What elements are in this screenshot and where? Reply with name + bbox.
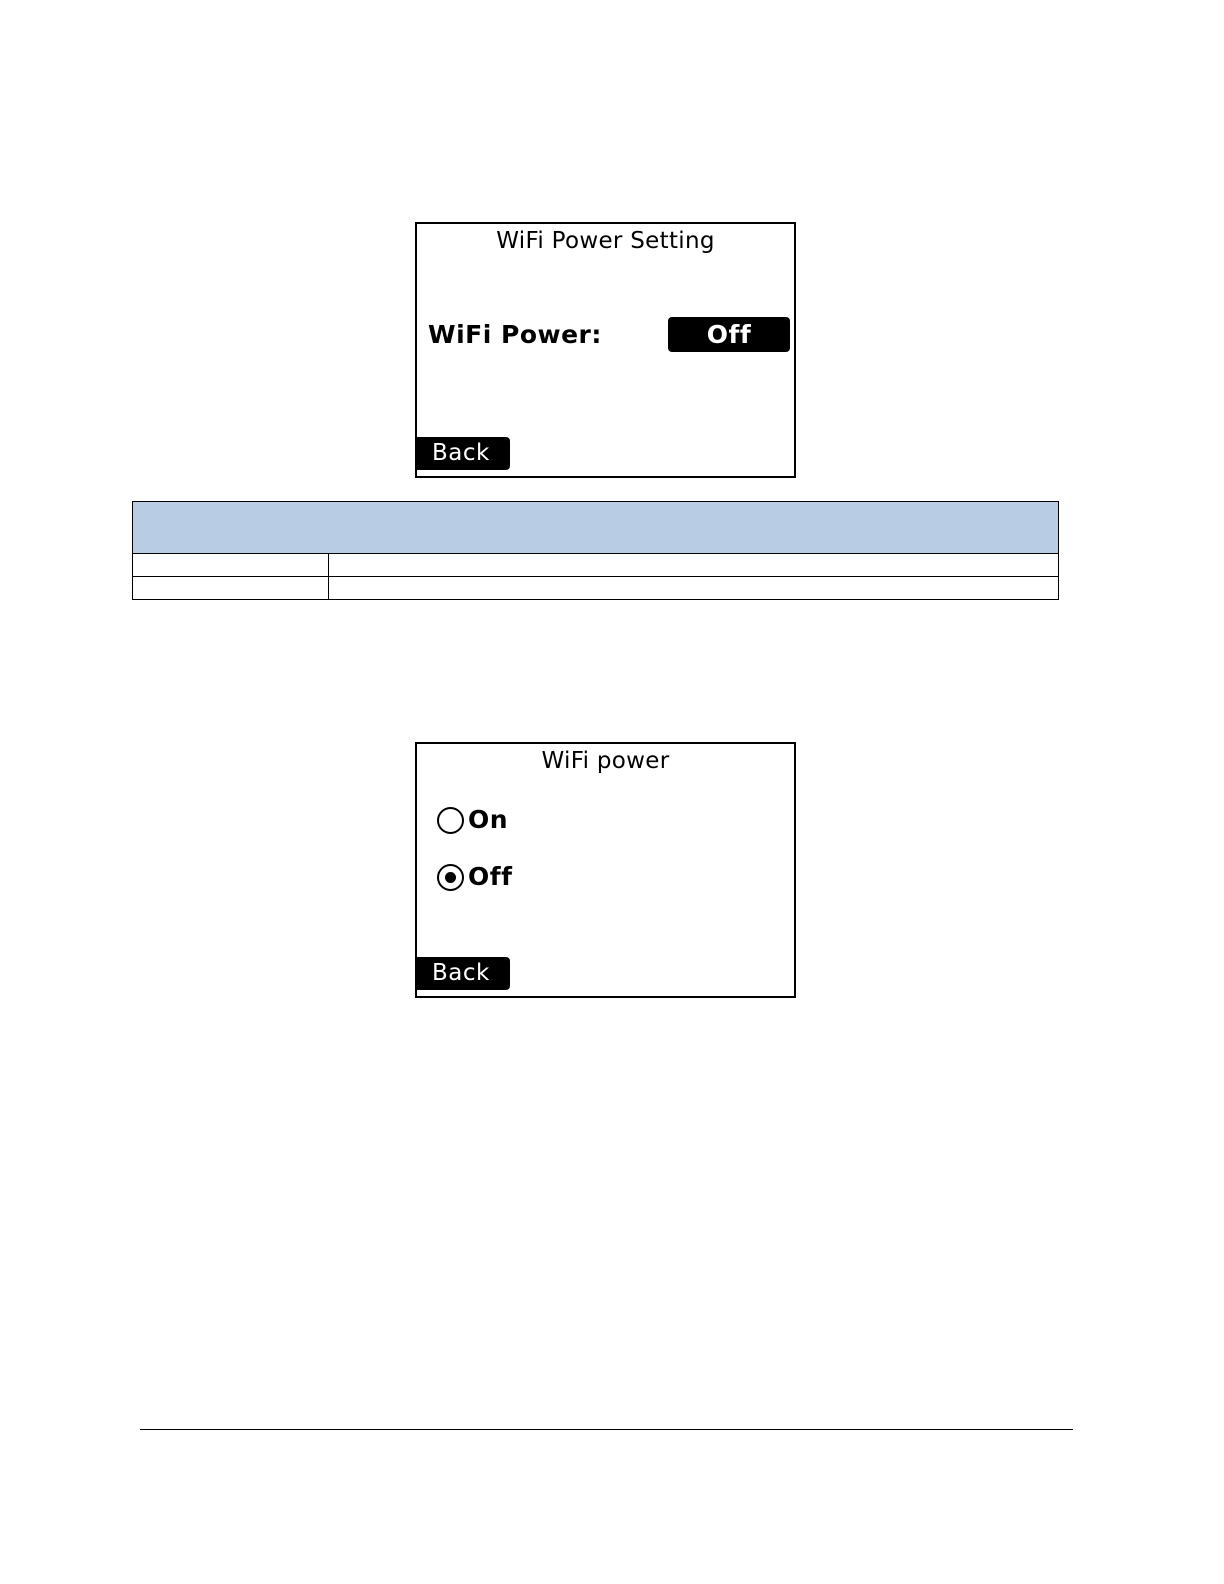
back-button[interactable]: Back: [417, 957, 510, 990]
radio-option-on[interactable]: [437, 803, 508, 837]
footer-divider: [140, 1429, 1073, 1430]
back-button[interactable]: Back: [417, 437, 510, 470]
wifi-power-setting-screen: [415, 222, 796, 478]
table-cell: [133, 577, 329, 600]
radio-label-off: Off: [468, 862, 513, 891]
wifi-power-label: WiFi Power:: [428, 320, 602, 349]
screen-title: WiFi power: [541, 748, 670, 774]
table-header-row: [133, 502, 1059, 554]
radio-option-off[interactable]: [437, 860, 513, 894]
radio-checked-icon[interactable]: [437, 864, 464, 891]
table-cell: [329, 577, 1059, 600]
table-header-cell: [133, 502, 1059, 554]
radio-label-on: On: [468, 805, 509, 834]
wifi-power-select-screen: [415, 742, 796, 998]
wifi-power-value-button[interactable]: Off: [668, 317, 790, 352]
radio-unchecked-icon[interactable]: [437, 807, 464, 834]
table-row: [133, 554, 1059, 577]
table-row: [133, 577, 1059, 600]
description-table: [132, 501, 1059, 600]
screen-title: WiFi Power Setting: [496, 228, 715, 254]
table-cell: [133, 554, 329, 577]
table-cell: [329, 554, 1059, 577]
